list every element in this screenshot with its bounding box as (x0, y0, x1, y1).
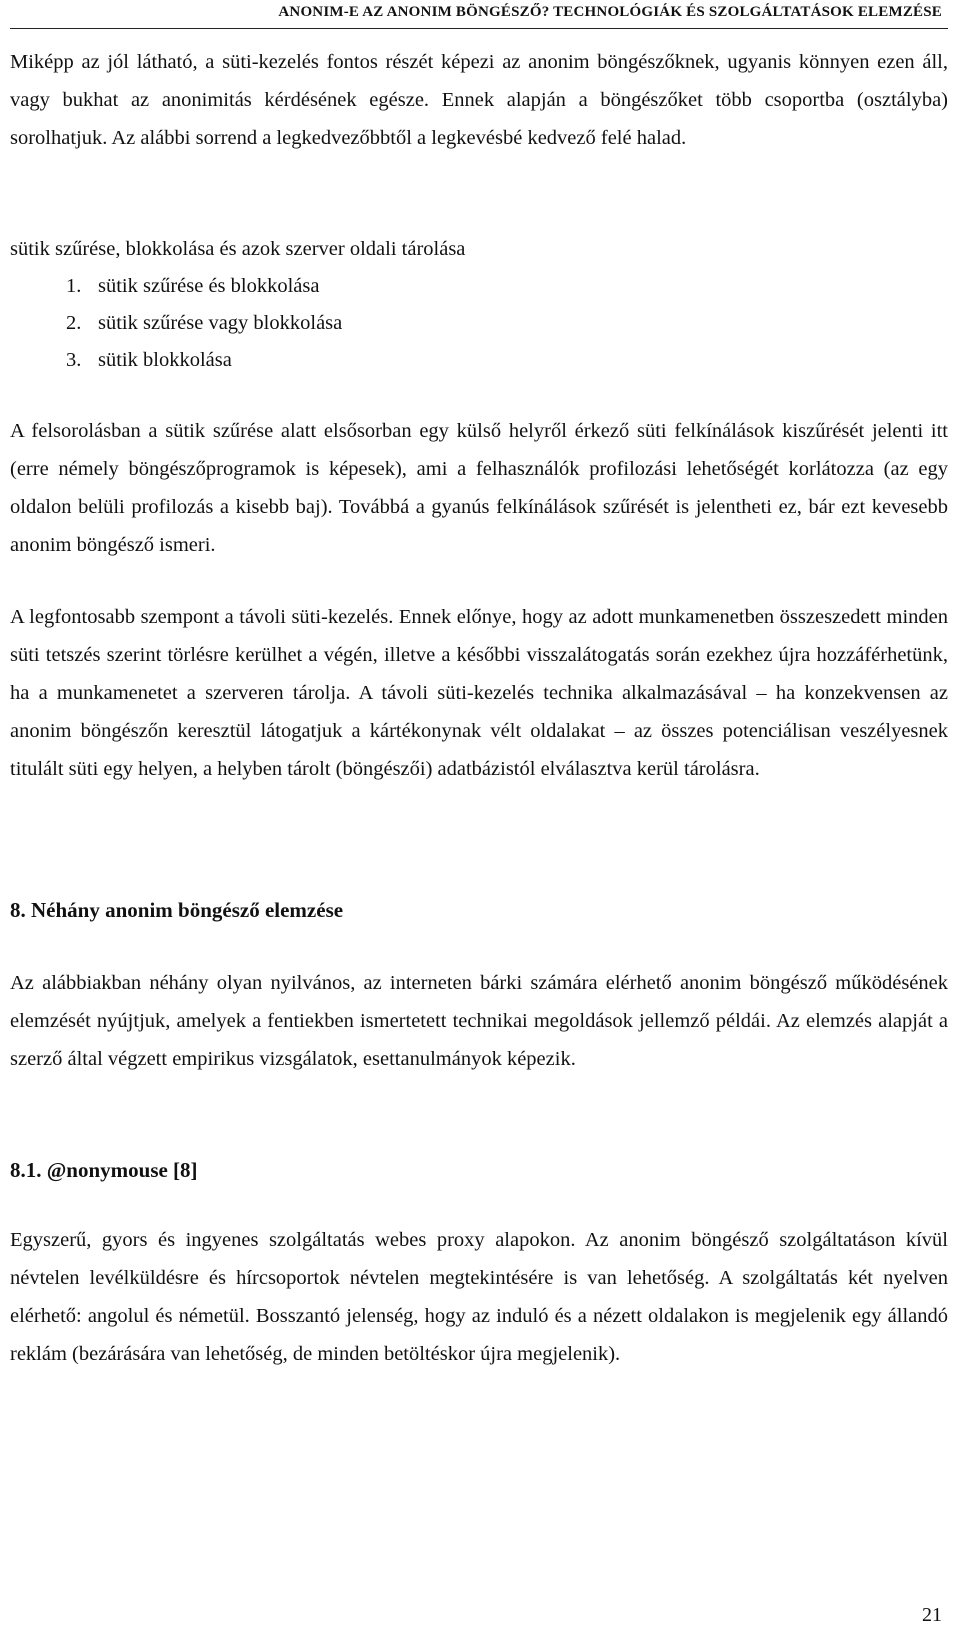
section-8-1-paragraph-text: Egyszerű, gyors és ingyenes szolgáltatás webes proxy alapokon. Az anonim böngésző szolgáltatáson kívül névtelen levélküldésre és hírcsoportok névtelen megtekintésére is van lehetőség. A szolgáltatás két nyelven elérhető: angolul és németül. Bosszantó jelenség, hogy az induló és a nézett oldalakon is megjelenik egy állandó reklám (bezárására van lehetőség, de minden betöltéskor újra megjelenik). (10, 1229, 948, 1365)
running-header: ANONIM-E AZ ANONIM BÖNGÉSZŐ? TECHNOLÓGIÁK ÉS SZOLGÁLTATÁSOK ELEMZÉSE (278, 4, 942, 20)
remote-cookie-paragraph-text: A legfontosabb szempont a távoli süti-kezelés. Ennek előnye, hogy az adott munkamenetben összeszedett minden süti tetszés szerint törlésre kerülhet a végén, illetve a későbbi visszalátogatás során ezekhez újra hozzáférhetünk, ha a munkamenetet a szerveren tárolja. A távoli süti-kezelés technika alkalmazásával – ha konzekvensen az anonim böngészőn keresztül látogatjuk a kártékonynak vélt oldalakat – az összes potenciálisan veszélyesnek titulált süti egy helyen, a helyben tárolt (böngészői) adatbázistól elválasztva kerül tárolásra. (10, 606, 948, 780)
section-8-paragraph (10, 964, 948, 1078)
list-item-text: sütik szűrése és blokkolása (98, 275, 320, 297)
header-divider (10, 28, 948, 29)
section-8-1-paragraph (10, 1221, 948, 1373)
intro-paragraph (10, 43, 948, 157)
filtering-paragraph-text: A felsorolásban a sütik szűrése alatt elsősorban egy külső helyről érkező süti felkínálások kiszűrését jelenti itt (erre némely böngészőprogramok is képesek), ami a felhasználók profilozási lehetőségét korlátozza (az egy oldalon belüli profilozás a kisebb baj). Továbbá a gyanús felkínálások szűrését is jelentheti ez, bár ezt kevesebb anonim böngésző ismeri. (10, 420, 948, 556)
remote-cookie-paragraph (10, 598, 948, 788)
list-item (66, 305, 342, 342)
list-item-number: 3. (66, 349, 82, 371)
ranking-heading: sütik szűrése, blokkolása és azok szerver oldali tárolása (10, 238, 466, 260)
section-8-1-heading: 8.1. @nonymouse [8] (10, 1158, 198, 1182)
list-item (66, 342, 342, 379)
intro-paragraph-text: Miképp az jól látható, a süti-kezelés fontos részét képezi az anonim böngészőknek, ugyanis könnyen ezen áll, vagy bukhat az anonimitás kérdésének egésze. Ennek alapján a böngészőket több csoportba (osztályba) sorolhatjuk. Az alábbi sorrend a legkedvezőbbtől a legkevésbé kedvező felé halad. (10, 51, 948, 149)
list-item-number: 1. (66, 275, 82, 297)
page-number: 21 (922, 1604, 942, 1626)
ranking-list (66, 268, 342, 379)
list-item-text: sütik szűrése vagy blokkolása (98, 312, 343, 334)
list-item-text: sütik blokkolása (98, 349, 232, 371)
list-item-number: 2. (66, 312, 82, 334)
section-8-heading: 8. Néhány anonim böngésző elemzése (10, 898, 344, 922)
filtering-paragraph (10, 412, 948, 564)
list-item (66, 268, 342, 305)
section-8-paragraph-text: Az alábbiakban néhány olyan nyilvános, az interneten bárki számára elérhető anonim böngésző működésének elemzését nyújtjuk, amelyek a fentiekben ismertetett technikai megoldások jellemző példái. Az elemzés alapját a szerző által végzett empirikus vizsgálatok, esettanulmányok képezik. (10, 972, 948, 1070)
